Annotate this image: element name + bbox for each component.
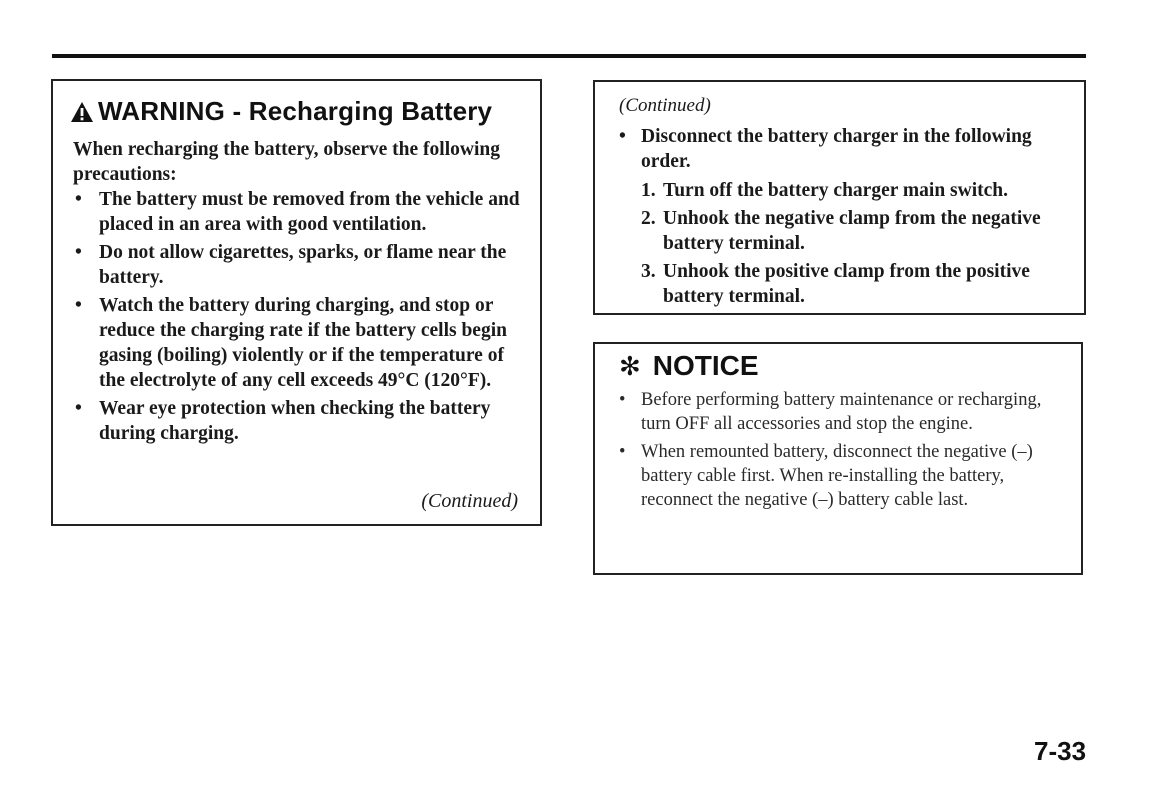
list-item: • Disconnect the battery charger in the following order. 1. Turn off the battery charger main switch. 2. Unhook the negative clamp from the negative battery terminal. 3. Unhook the positive clamp from the positive battery terminal. <box>617 124 1067 309</box>
list-item: • Do not allow cigarettes, sparks, or flame near the battery. <box>75 242 507 288</box>
step-item: 3. Unhook the positive clamp from the positive battery terminal. <box>641 261 1030 307</box>
warning-list <box>73 187 528 449</box>
steps-list <box>641 178 1067 309</box>
continued-list <box>617 124 1067 312</box>
notice-box <box>593 342 1083 575</box>
asterisk-icon: ✻ <box>619 352 641 382</box>
notice-title <box>619 350 759 382</box>
continued-note: (Continued) <box>421 490 518 512</box>
notice-list <box>617 388 1047 516</box>
notice-title-text: NOTICE <box>652 350 759 381</box>
page-number: 7-33 <box>1034 736 1087 766</box>
step-item: 1. Turn off the battery charger main switch. <box>641 180 1009 201</box>
list-item: • Before performing battery maintenance or recharging, turn OFF all accessories and stop the engine. <box>619 390 1042 434</box>
header-rule <box>52 54 1086 58</box>
warning-box <box>51 79 542 526</box>
warning-intro: When recharging the battery, observe the following precautions: <box>73 139 500 185</box>
list-item: • Wear eye protection when checking the battery during charging. <box>75 398 491 444</box>
continued-box <box>593 80 1086 315</box>
warning-title <box>70 96 492 130</box>
list-item: • The battery must be removed from the vehicle and placed in an area with good ventilation. <box>75 189 520 235</box>
step-item: 2. Unhook the negative clamp from the negative battery terminal. <box>641 208 1041 254</box>
list-item: • Watch the battery during charging, and stop or reduce the charging rate if the battery cells begin gasing (boiling) violently or if the temperature of the electrolyte of any cell exceeds 49°C (120°F). <box>75 295 507 391</box>
list-item: • When remounted battery, disconnect the negative (–) battery cable first. When re-installing the battery, reconnect the negative (–) battery cable last. <box>619 442 1033 510</box>
continued-label: (Continued) <box>619 95 711 116</box>
warning-title-text: WARNING - Recharging Battery <box>98 96 493 126</box>
warning-triangle-icon <box>70 99 94 130</box>
